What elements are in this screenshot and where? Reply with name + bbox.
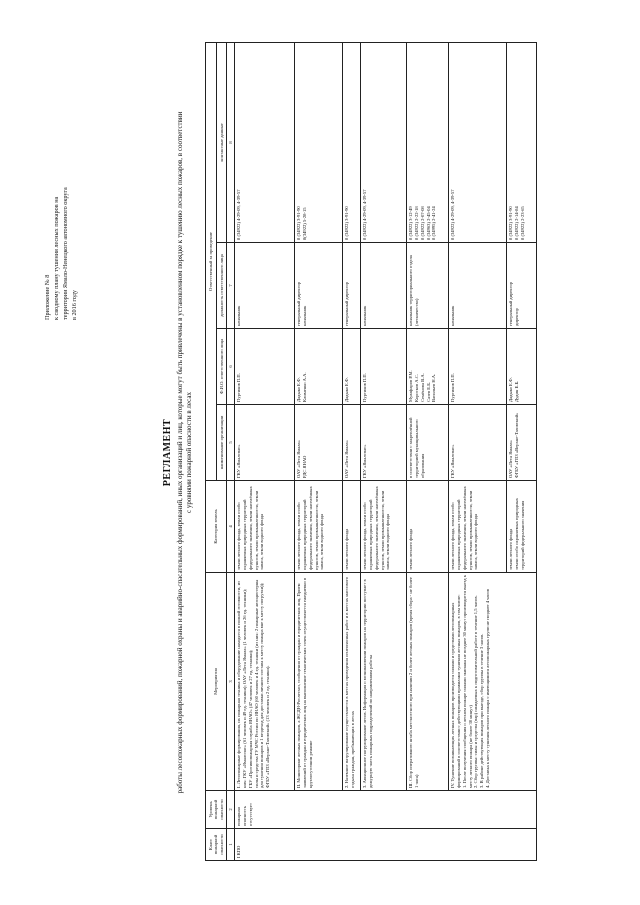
fio-cell: Пуртиков П.П.: [448, 329, 506, 405]
measure-cell: IV. Тушение возникающих лесных пожаров производится силами и средствами лесопожарных формирований в соответствии с действующими правилами тушения лесных пожаров, в том числе: 1. После получения сообщения о лесном пожаре силами экипажа не позднее 30 минут производится выезд к месту лесного пожара (не более 30 минут) 2. Сбор группы: силы и средства (пар) ожидаемых к подготовительной работе в течение 1,5 часов. 3. В районе действующих пожаров при выезде, сбор группы в течение 3 часов. 4. Доставка к месту тушения лесного пожара с имеющимися лесопожарных групп не позднее 4 часов: [448, 573, 536, 791]
contacts-cell: 8 (34922) 3-91-90 8(34922) 5-28-15: [294, 42, 342, 242]
position-cell: генеральный директор: [342, 243, 360, 329]
header-level: Уровень пожарной опасности: [206, 791, 227, 829]
contacts-cell: 8 (34922) 3-12-49 8 (34922) 2-22-18 8 (34922) 2-07-08 8 (34963) 2-45-04 8 (34995) 2-41-24: [406, 42, 448, 242]
org-cell: ГКУ «Ямалспас»: [448, 405, 506, 481]
fio-cell: Дадыко Е.Ф. Дудин Е.Б.: [506, 329, 536, 405]
fio-cell: Дадыко Е.Ф.: [342, 329, 360, 405]
contacts-cell: 8 (34922) 4-29-09, 4-39-57: [448, 42, 506, 242]
appendix-line: в 2016 году: [70, 290, 78, 320]
fio-cell: Дадыко Е.Ф. Клименко А.А.: [294, 329, 342, 405]
position-cell: начальник: [360, 243, 406, 329]
level-cell: пожарная опасность отсутствует: [234, 791, 536, 829]
header-position: должность ответственного лица: [216, 243, 227, 329]
column-number: 6: [227, 329, 235, 405]
contacts-cell: 8 (34922) 4-29-09, 4-39-57: [360, 42, 406, 242]
position-cell: генеральный директор директор: [506, 243, 536, 329]
header-responsible: Ответственный за проведение: [206, 42, 217, 480]
column-number: 5: [227, 405, 235, 481]
header-fio: Ф.И.О. ответственного лица: [216, 329, 227, 405]
column-number: 2: [227, 791, 235, 829]
header-measures: Мероприятия: [206, 573, 227, 791]
column-number: 3: [227, 573, 235, 791]
fio-cell: Пуртиков П.П.: [360, 329, 406, 405]
column-number: 4: [227, 481, 235, 573]
column-number: 8: [227, 42, 235, 242]
header-class: Класс пожарной опасности: [206, 829, 227, 861]
position-cell: начальник: [234, 243, 294, 329]
category-cell: земли лесного фонда: [406, 481, 448, 573]
table-row: [360, 42, 406, 860]
table-row: [342, 42, 360, 860]
measure-cell: 2. Наземное патрулирование осуществляется в местах проведения огнеопасных работ и в местах массового отдыха граждан, пребывающих в лесах: [342, 573, 360, 791]
category-cell: земли лесного фонда, земли особо охраняемых природных территорий федерального значения, земли населённых пунктов, земли промышленности, земли запаса, земли водного фонда: [448, 481, 506, 573]
measure-cell: III. Сбор оперативного штаба местностного при наличии 2 и более лесных пожаров (время сбора - не более 1 часа): [406, 573, 448, 791]
table-row: [234, 42, 294, 860]
regulation-table: [205, 42, 537, 861]
class-cell: I КПО: [234, 829, 536, 861]
position-cell: начальник территориального отдела (лесничество): [406, 243, 448, 329]
header-category: Категория земель: [206, 481, 227, 573]
table-row: [294, 42, 342, 860]
org-cell: ГКУ «Ямалспас»: [234, 405, 294, 481]
table-row: [448, 42, 506, 860]
header-org: наименование организации: [216, 405, 227, 481]
org-cell: ГКУ «Ямалспас»: [360, 405, 406, 481]
category-cell: земли лесного фонда, земли особо охраняемых природных территорий федерального значения, земли населённых пунктов, земли промышленности, земли запаса, земли водного фонда: [234, 481, 294, 573]
position-cell: генеральный директор начальник: [294, 243, 342, 329]
fio-cell: Пуртиков П.П.: [234, 329, 294, 405]
category-cell: земли лесного фонда земли особо охраняемых природных территорий федерального значения: [506, 481, 536, 573]
contacts-cell: 8 (34922) 4-29-09, 4-39-57: [234, 42, 294, 242]
column-number-row: [227, 42, 235, 860]
column-number: 1: [227, 829, 235, 861]
appendix-number: Приложение № 8: [44, 274, 51, 320]
org-cell: в соответствии с закреплённой территорией муниципального образования: [406, 405, 448, 481]
document-subtitle: работы лесопожарных формирований, пожарной охраны и аварийно-спасательных формирований, иных организаций и лиц, которые могут быть привлечены в установленном порядке к тушению лесных пожаров, в соответствии с уровнями пожарной опасности в лесах: [176, 111, 194, 794]
appendix-line: территории Ямало-Ненецкого автономного округа: [61, 187, 69, 320]
table-row: [406, 42, 448, 860]
measure-cell: 3. Авиационное патрулирование лесов. Информация о возникновении пожаров на территории поступает в дежурную часть пожарных подразделений по направлениям работы: [360, 573, 406, 791]
org-cell: ОАУ «Леса Ямала»: [342, 405, 360, 481]
fio-cell: Мулафаров Р.М. Коротков А.С. Семёнова В.А. Сазев Е.Б. Васильев Н.А.: [406, 329, 448, 405]
contacts-cell: 8 (34922) 3-91-90: [342, 42, 360, 242]
appendix-line: к сводному плану тушения лесных пожаров на: [52, 196, 60, 320]
measure-cell: I. Лесопожарные формирования, их пожарная техника и оборудование находятся в полной готовности, из них: ГКУ «Ямалспас» (61 человек и 49 ед. техники); ОАУ «Леса Ямала» (1 человек и 26 ед. техники); ГБУ «Противопожарная служба ЯНАО» (47 человек и 27 ед. техники); силы и средства ГУ МЧС России по ЯНАО (60 человек и 4 ед. техники (из них: 2 пожарные автоцистерны для тушения пожаров и 1 вездеход для доставки личного состава к месту пожара вне к месту погрузки)); ФГБУ «ГПЗ «Верхне-Тазовский» (13 человек и 2 ед. техники).: [234, 573, 294, 791]
column-number: 7: [227, 243, 235, 329]
position-cell: начальник: [448, 243, 506, 329]
header-row: [206, 42, 217, 860]
appendix-note: [44, 40, 80, 320]
header-contacts: контактные данные: [216, 42, 227, 242]
org-cell: ОАУ «Леса Ямала» РДС ЯНАО: [294, 405, 342, 481]
measure-cell: II. Мониторинг лесных пожаров, а ЖСДН-Рослесхоз, сообщения от граждан и юридических лиц. Прием заявлений от граждан и юридических лиц на выполнение тематических точек осуществляется ежедневно в круглосуточном режиме: [294, 573, 342, 791]
category-cell: земли лесного фонда, земли особо охраняемых природных территорий федерального значения, земли населённых пунктов, земли промышленности, земли запаса, земли водного фонда: [360, 481, 406, 573]
org-cell: ОАУ «Леса Ямала» ФГБУ «ГПЗ «Верхне-Тазовский»: [506, 405, 536, 481]
category-cell: земли лесного фонда, земли особо охраняемых природных территорий федерального значения, земли населённых пунктов, земли промышленности, земли запаса, земли водного фонда: [294, 481, 342, 573]
document-title: РЕГЛАМЕНТ: [162, 418, 173, 487]
category-cell: земли лесного фонда: [342, 481, 360, 573]
contacts-cell: 8 (34922) 3-91-90 8 (34922) 2-14-84 8 (34922) 2-23-65: [506, 42, 536, 242]
